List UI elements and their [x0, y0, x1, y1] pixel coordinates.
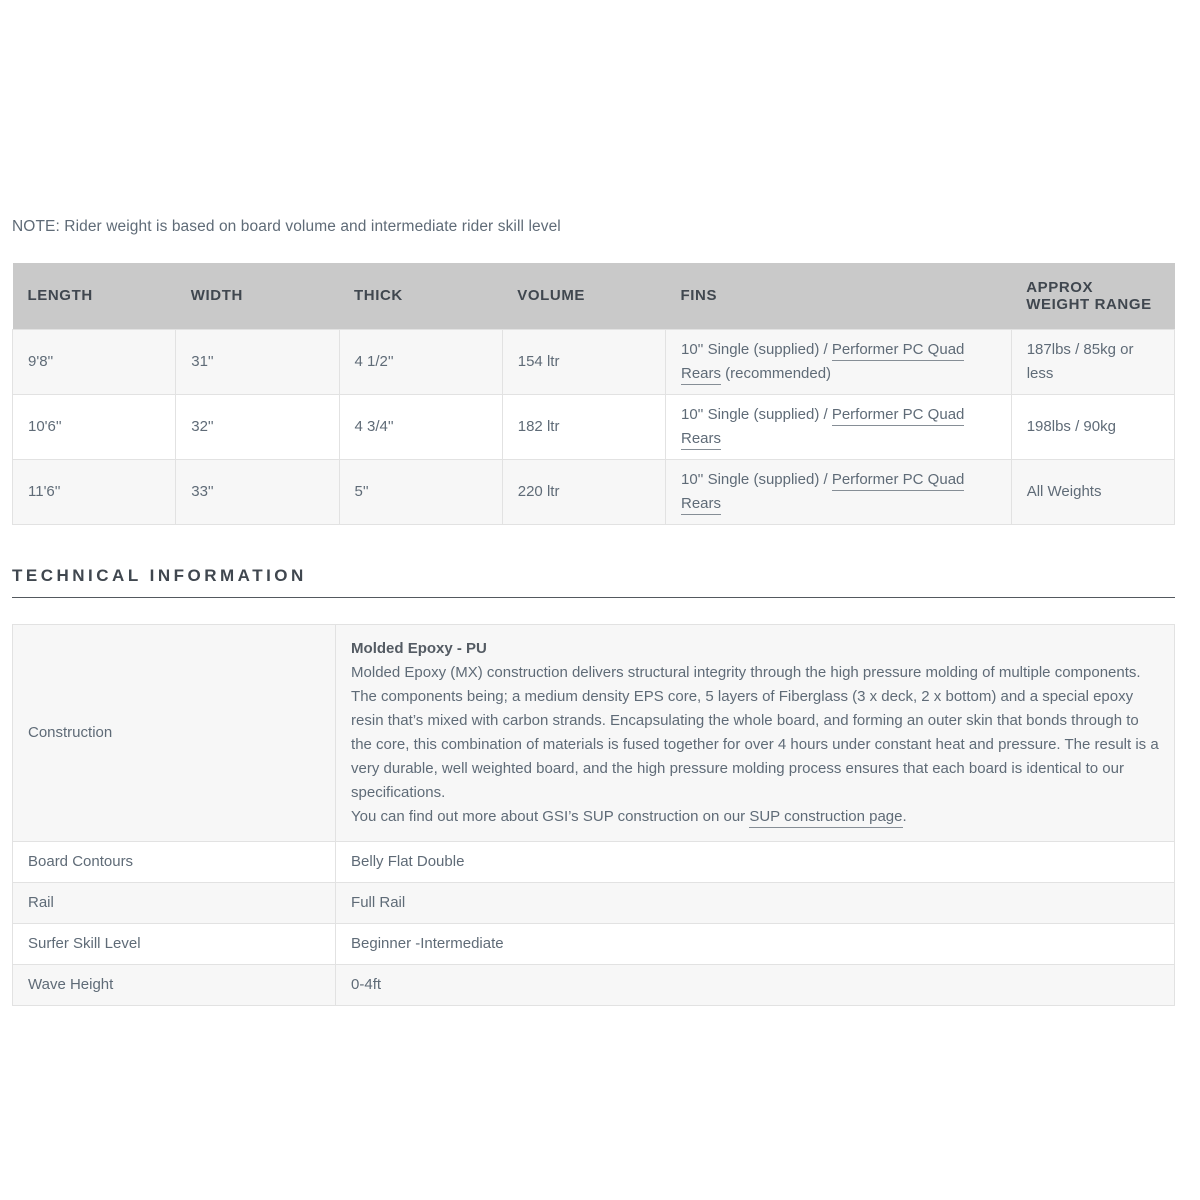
weight-cell: All Weights — [1011, 459, 1174, 524]
construction-label: Construction — [13, 624, 336, 841]
length-cell: 10'6'' — [13, 394, 176, 459]
performer-quad-rears-link[interactable]: Performer PC Quad Rears — [681, 471, 964, 515]
thick-cell: 4 3/4'' — [339, 394, 502, 459]
column-header-volume: VOLUME — [502, 263, 665, 329]
fins-text: 10'' Single (supplied) / — [681, 470, 832, 488]
length-cell: 11'6'' — [13, 459, 176, 524]
fins-text: 10'' Single (supplied) / — [681, 340, 832, 358]
thick-cell: 5'' — [339, 459, 502, 524]
fins-cell — [666, 459, 1012, 524]
width-cell: 31'' — [176, 329, 339, 394]
table-row — [13, 394, 1175, 459]
note-text: NOTE: Rider weight is based on board volume and intermediate rider skill level — [12, 218, 561, 235]
weight-cell: 198lbs / 90kg — [1011, 394, 1174, 459]
table-row — [13, 841, 1175, 882]
sup-construction-page-link[interactable]: SUP construction page — [749, 808, 902, 828]
surfer-skill-level-value: Beginner -Intermediate — [336, 923, 1175, 964]
board-contours-label: Board Contours — [13, 841, 336, 882]
construction-link-suffix: . — [902, 807, 907, 825]
wave-height-value: 0-4ft — [336, 964, 1175, 1005]
table-row — [13, 964, 1175, 1005]
surfer-skill-level-label: Surfer Skill Level — [13, 923, 336, 964]
board-contours-value: Belly Flat Double — [336, 841, 1175, 882]
table-row — [13, 624, 1175, 841]
volume-cell: 154 ltr — [502, 329, 665, 394]
length-cell: 9'8'' — [13, 329, 176, 394]
fins-text: 10'' Single (supplied) / — [681, 405, 832, 423]
column-header-length: LENGTH — [13, 263, 176, 329]
column-header-weight: APPROX WEIGHT RANGE — [1011, 263, 1174, 329]
table-row — [13, 923, 1175, 964]
table-row — [13, 459, 1175, 524]
weight-cell: 187lbs / 85kg or less — [1011, 329, 1174, 394]
fins-cell — [666, 329, 1012, 394]
fins-cell — [666, 394, 1012, 459]
volume-cell: 220 ltr — [502, 459, 665, 524]
performer-quad-rears-link[interactable]: Performer PC Quad Rears — [681, 406, 964, 450]
construction-link-line — [351, 805, 1159, 829]
width-cell: 32'' — [176, 394, 339, 459]
construction-title: Molded Epoxy - PU — [351, 639, 487, 657]
table-row — [13, 329, 1175, 394]
volume-cell: 182 ltr — [502, 394, 665, 459]
spec-header-row — [13, 263, 1175, 329]
performer-quad-rears-link[interactable]: Performer PC Quad Rears — [681, 341, 964, 385]
wave-height-label: Wave Height — [13, 964, 336, 1005]
fins-text-suffix: (recommended) — [721, 364, 832, 382]
column-header-width: WIDTH — [176, 263, 339, 329]
construction-link-prefix: You can find out more about GSI’s SUP construction on our — [351, 807, 750, 825]
rail-value: Full Rail — [336, 882, 1175, 923]
section-title: TECHNICAL INFORMATION — [12, 566, 1175, 598]
thick-cell: 4 1/2'' — [339, 329, 502, 394]
column-header-thick: THICK — [339, 263, 502, 329]
width-cell: 33'' — [176, 459, 339, 524]
technical-information-table — [12, 624, 1175, 1006]
spec-table — [12, 263, 1175, 525]
construction-body: Molded Epoxy (MX) construction delivers structural integrity through the high pressure molding of multiple components. The components being; a medium density EPS core, 5 layers of Fiberglass (3 x deck, 2 x bottom) and a special epoxy resin that’s mixed with carbon strands. Encapsulating the whole board, and forming an outer skin that bonds through to the core, this combination of materials is fused together for over 4 hours under constant heat and pressure. The result is a very durable, well weighted board, and the high pressure molding process ensures that each board is identical to our specifications. — [351, 663, 1159, 801]
table-row — [13, 882, 1175, 923]
column-header-fins: FINS — [666, 263, 1012, 329]
rail-label: Rail — [13, 882, 336, 923]
construction-value — [336, 624, 1175, 841]
